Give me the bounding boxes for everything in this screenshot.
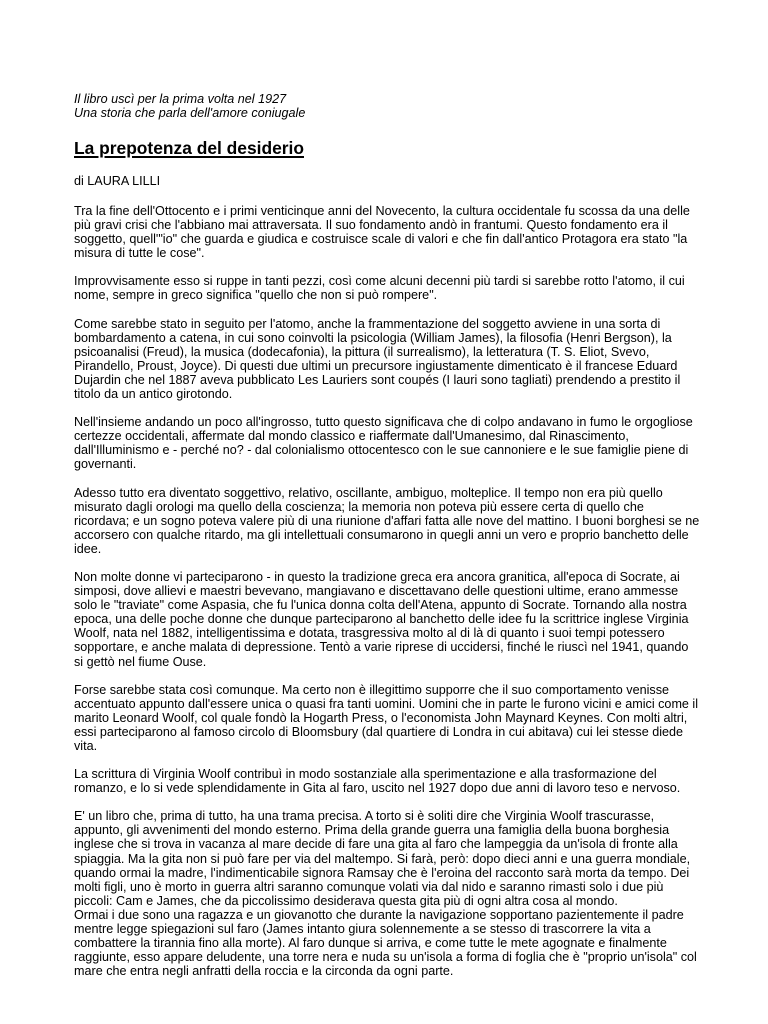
paragraph: Improvvisamente esso si ruppe in tanti pezzi, così come alcuni decenni più tardi si sarebbe rotto l'atomo, il cui nome, sempre in greco significa "quello che non si può rompere". xyxy=(74,274,685,303)
paragraph: Nell'insieme andando un poco all'ingrosso, tutto questo significava che di colpo andavano in fumo le orgogliose certezze occidentali, affermate dal mondo classico e riaffermate dall'Umanesimo, dal Rinascimento, dall'Illuminismo e - perché no? - dal colonialismo ottocentesco con le sue cannoniere e le sue famiglie piene di governanti. xyxy=(74,415,693,472)
paragraph: Ormai i due sono una ragazza e un giovanotto che durante la navigazione sopportano pazientemente il padre mentre legge spiegazioni sul faro (James intanto giura solennemente a se stesso di trascorrere la vita a combattere la tirannia fino alla morte). Al faro dunque si arriva, e come tutte le mete agognate e finalmente raggiunte, esso appare deludente, una torre nera e nuda su un'isola a forma di foglia che è "proprio un'isola" col mare che entra negli anfratti della roccia e la circonda da ogni parte. xyxy=(74,907,697,979)
paragraph: La scrittura di Virginia Woolf contribuì in modo sostanziale alla sperimentazione e alla trasformazione del romanzo, e lo si vede splendidamente in Gita al faro, uscito nel 1927 dopo due anni di lavoro teso e nervoso. xyxy=(74,767,681,796)
paragraph: Adesso tutto era diventato soggettivo, relativo, oscillante, ambiguo, molteplice. Il tempo non era più quello misurato dagli orologi ma quello della coscienza; la memoria non poteva più essere certa di quello che ricordava; e un sogno poteva valere più di una riunione d'affari fatta alle nove del mattino. I buoni borghesi se ne accorsero con qualche ritardo, ma gli intellettuali consumarono in quegli anni un vero e proprio banchetto delle idee. xyxy=(74,485,700,556)
paragraph: Forse sarebbe stata così comunque. Ma certo non è illegittimo supporre che il suo comportamento venisse accentuato appunto dall'essere unica o quasi fra tanti uomini. Uomini che in parte le furono vicini e amici come il marito Leonard Woolf, col quale fondò la Hogarth Press, o l'economista John Maynard Keynes. Con molti altri, essi parteciparono al famoso circolo di Bloomsbury (dal quartiere di Londra in cui abitava) cui lei stesse diede vita. xyxy=(74,682,699,753)
article-title: La prepotenza del desiderio xyxy=(74,138,304,158)
intro-line-2: Una storia che parla dell'amore coniugale xyxy=(74,106,306,120)
paragraph: E' un libro che, prima di tutto, ha una trama precisa. A torto si è soliti dire che Virginia Woolf trascurasse, appunto, gli avvenimenti del mondo esterno. Prima della grande guerra una famiglia della buona borghesia inglese che si trova in vacanza al mare decide di fare una gita al faro che lampeggia da un'isola di fronte alla spiaggia. Ma la gita non si può fare per via del maltempo. Si farà, però: dopo dieci anni e una guerra mondiale, quando ormai la madre, l'indimenticabile signora Ramsay che è l'eroina del racconto sarà morta da tempo. Dei molti figli, uno è morto in guerra altri saranno comunque volati via dal nido e saranno rimasti solo i due più piccoli: Cam e James, che da piccolissimo desiderava questa gita più di ogni altra cosa al mondo. xyxy=(74,809,691,908)
paragraph: Come sarebbe stato in seguito per l'atomo, anche la frammentazione del soggetto avviene in una sorta di bombardamento a catena, in cui sono coinvolti la psicologia (William James), la filosofia (Henri Bergson), la psicoanalisi (Freud), la musica (dodecafonia), la pittura (il surrealismo), la letteratura (T. S. Eliot, Svevo, Pirandello, Proust, Joyce). Di questi due ultimi un precursore ingiustamente dimenticato è il francese Eduard Dujardin che nel 1887 aveva pubblicato Les Lauriers sont coupés (I lauri sono tagliati) prendendo a prestito il titolo da un antico girotondo. xyxy=(74,316,681,402)
article-body xyxy=(74,204,700,978)
document-page xyxy=(74,92,700,978)
author-byline: di LAURA LILLI xyxy=(74,174,161,188)
intro-note xyxy=(74,92,700,120)
paragraph: Non molte donne vi parteciparono - in questo la tradizione greca era ancora granitica, all'epoca di Socrate, ai simposi, dove allievi e maestri bevevano, mangiavano e discettavano delle questioni ultime, erano ammesse solo le "traviate" come Aspasia, che fu l'unica donna colta dell'Atena, appunto di Socrate. Tornando alla nostra epoca, una delle poche donne che dunque parteciparono al banchetto delle idee fu la scrittrice inglese Virginia Woolf, nata nel 1882, intelligentissima e dotata, trasgressiva molto al di là di quanto i suoi tempi potessero sopportare, e anche malata di depressione. Tentò a varie riprese di uccidersi, finché le riuscì nel 1941, quando si gettò nel fiume Ouse. xyxy=(74,569,689,669)
paragraph: Tra la fine dell'Ottocento e i primi venticinque anni del Novecento, la cultura occidentale fu scossa da una delle più gravi crisi che l'abbiano mai attraversata. Il suo fondamento andò in frantumi. Questo fondamento era il soggetto, quell'"io" che guarda e giudica e costruisce scale di valori e che fin dall'antico Protagora era stato "la misura di tutte le cose". xyxy=(74,204,690,261)
intro-line-1: Il libro uscì per la prima volta nel 1927 xyxy=(74,92,287,106)
